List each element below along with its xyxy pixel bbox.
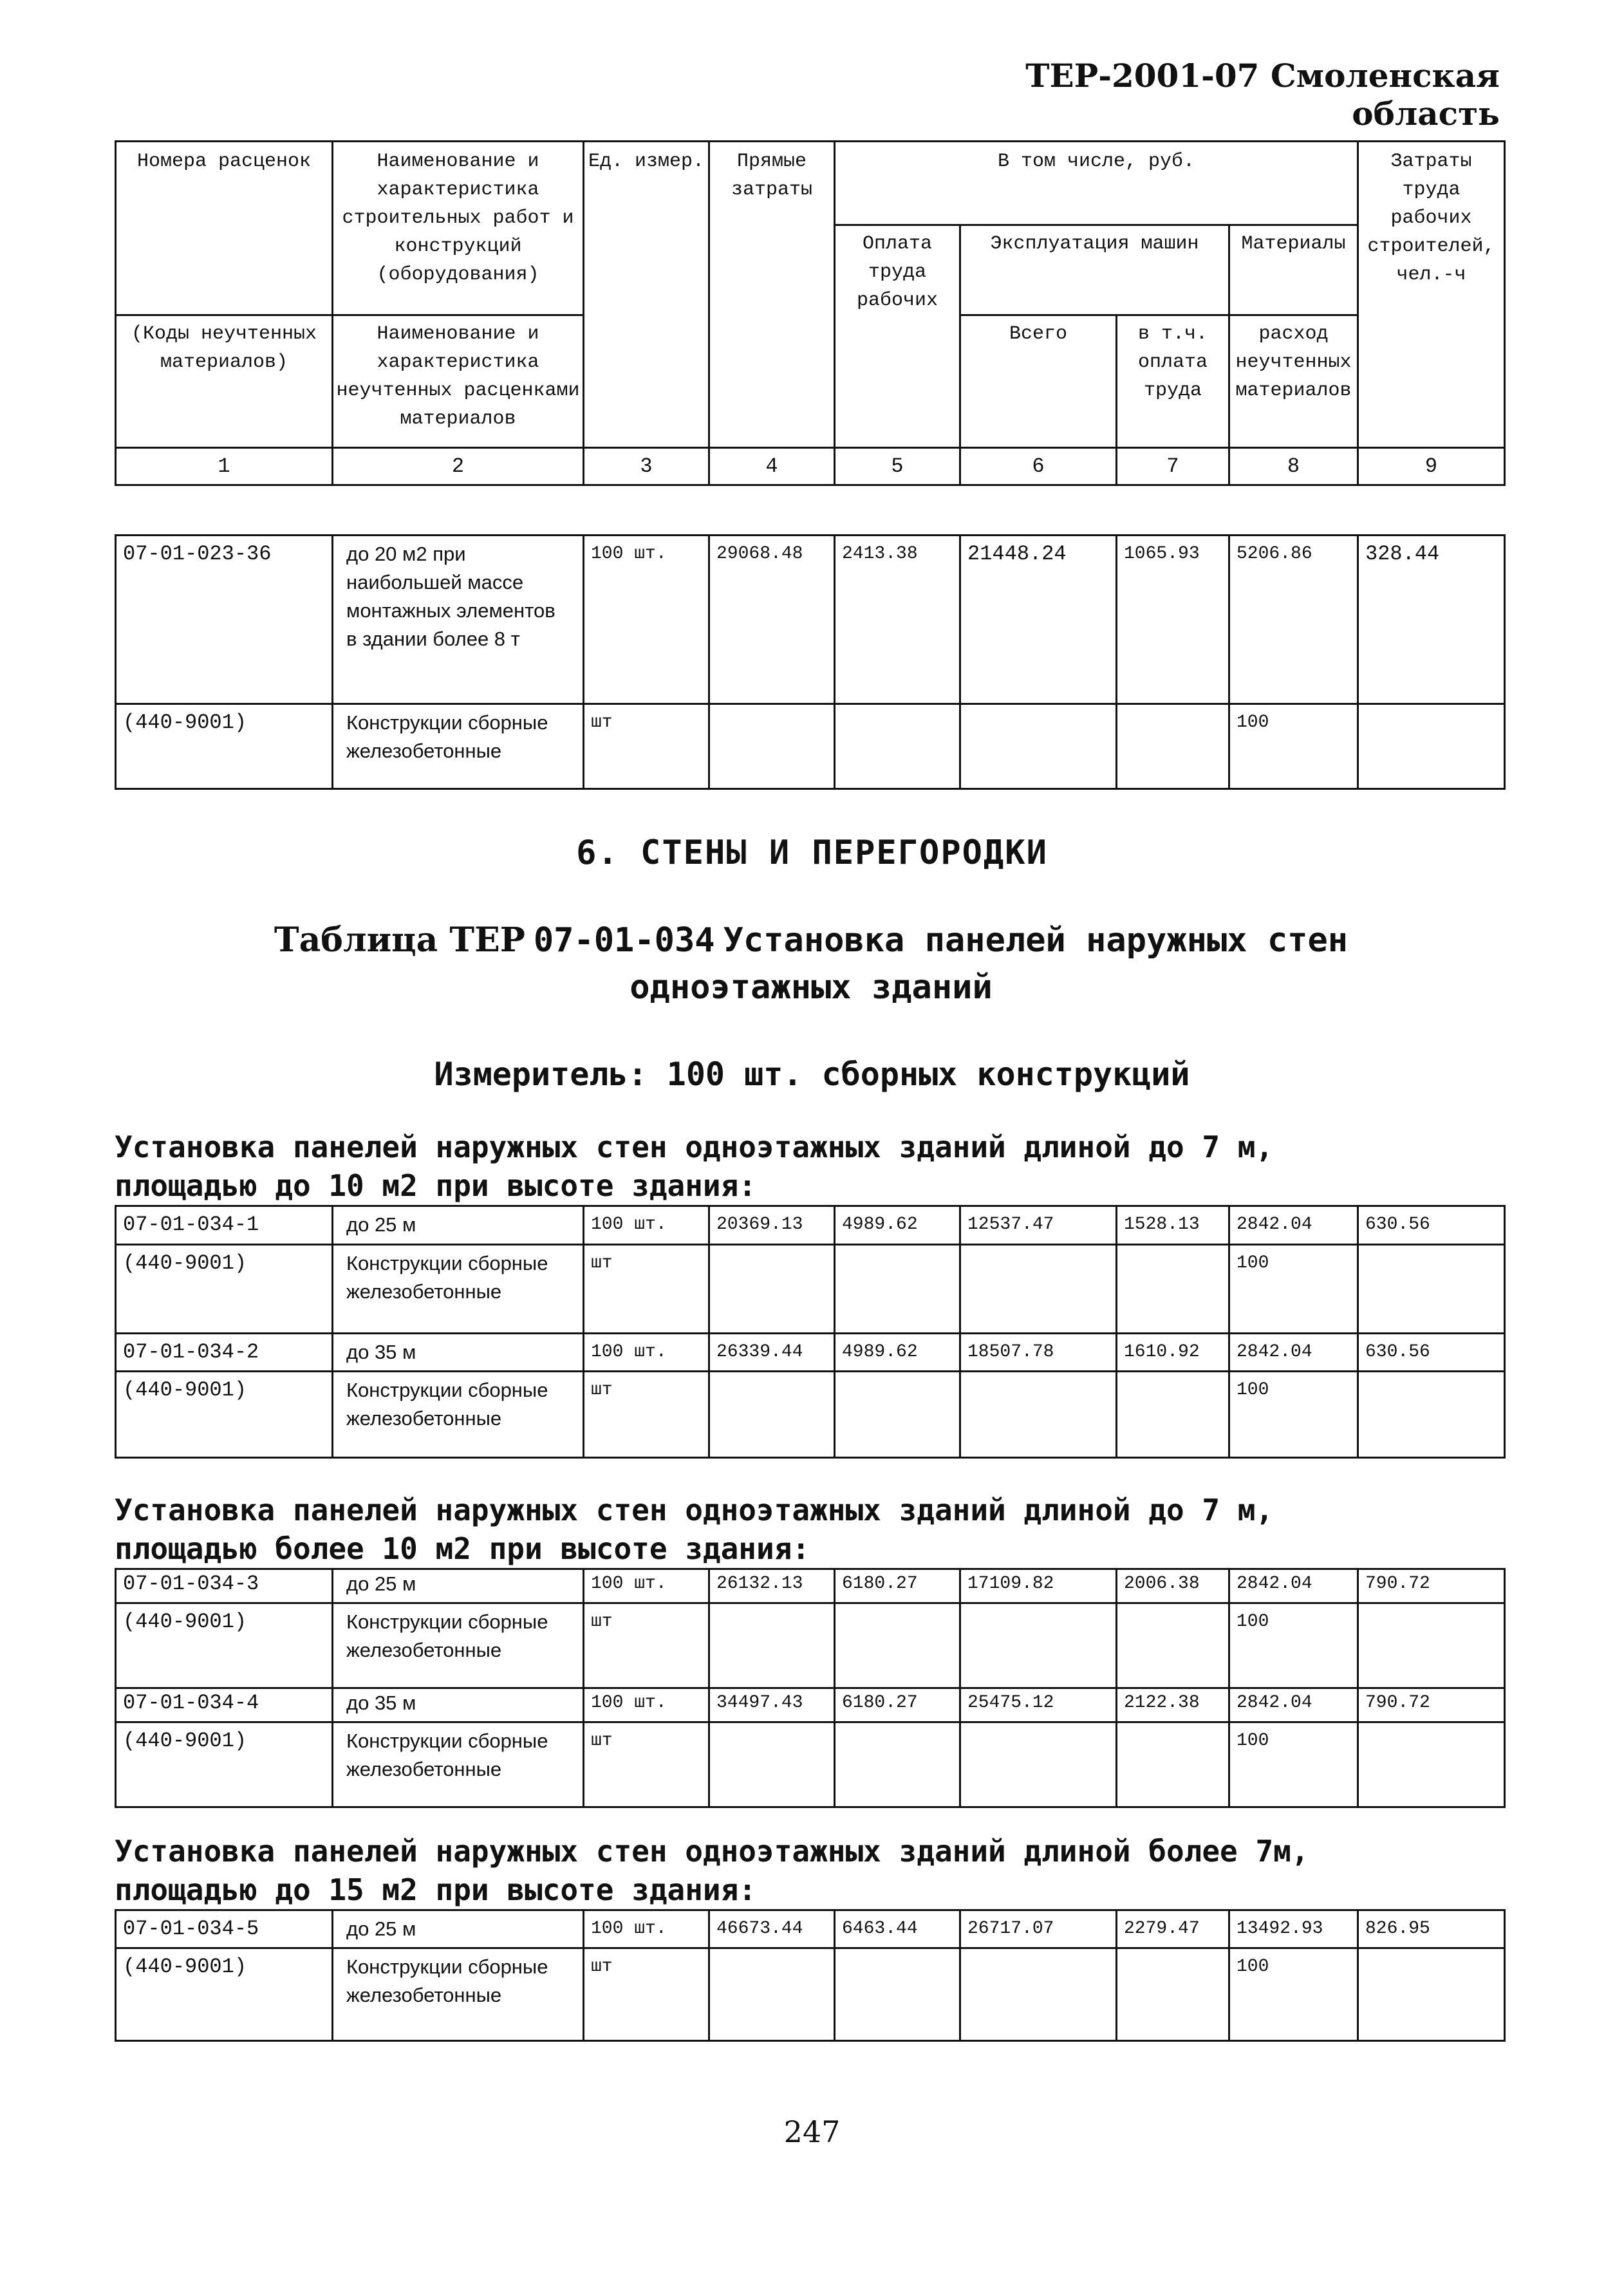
labor-pay — [835, 1245, 960, 1334]
table-row — [116, 1910, 1505, 1948]
table-row — [116, 1334, 1505, 1372]
unit: шт — [584, 704, 709, 789]
machine-labor — [1117, 1245, 1229, 1334]
work-name: до 25 м — [333, 1569, 584, 1603]
labor-hours — [1358, 704, 1505, 789]
direct-costs: 26132.13 — [709, 1569, 835, 1603]
machine-labor: 1528.13 — [1117, 1206, 1229, 1245]
header-unaccounted-name: Наименование и характеристика неучтенных расценками материалов — [333, 315, 584, 448]
page-number: 247 — [783, 2114, 841, 2149]
work-name: до 35 м — [333, 1334, 584, 1372]
work-name: до 25 м — [333, 1206, 584, 1245]
unit: шт — [584, 1245, 709, 1334]
rate-code: 07-01-034-4 — [116, 1688, 333, 1722]
direct-costs — [709, 1245, 835, 1334]
direct-costs — [709, 1948, 835, 2041]
direct-costs: 46673.44 — [709, 1910, 835, 1948]
unit: 100 шт. — [584, 1910, 709, 1948]
col-number: 5 — [835, 448, 960, 485]
table-row — [116, 1722, 1505, 1807]
machine-costs — [960, 1372, 1117, 1458]
materials: 2842.04 — [1229, 1334, 1358, 1372]
col-number: 3 — [584, 448, 709, 485]
labor-hours — [1358, 1245, 1505, 1334]
machine-labor — [1117, 1603, 1229, 1688]
header-unaccounted-codes: (Коды неучтенных материалов) — [116, 315, 333, 448]
header-machines: Эксплуатация машин — [960, 225, 1229, 315]
header-unit: Ед. измер. — [584, 142, 709, 448]
table-title-text-line2: одноэтажных зданий — [630, 968, 993, 1007]
column-header-table — [115, 140, 1506, 486]
col-number: 6 — [960, 448, 1117, 485]
col-number: 2 — [333, 448, 584, 485]
unit: 100 шт. — [584, 536, 709, 704]
table-row — [116, 1603, 1505, 1688]
direct-costs: 26339.44 — [709, 1334, 835, 1372]
machine-labor — [1117, 1722, 1229, 1807]
labor-pay: 6180.27 — [835, 1688, 960, 1722]
header-including: В том числе, руб. — [835, 142, 1358, 225]
table-title-prefix: Таблица ТЕР — [274, 920, 525, 960]
machine-costs: 25475.12 — [960, 1688, 1117, 1722]
machine-costs: 21448.24 — [960, 536, 1117, 704]
machine-labor — [1117, 1372, 1229, 1458]
machine-costs — [960, 1948, 1117, 2041]
material-code: (440-9001) — [116, 704, 333, 789]
table-title — [129, 917, 1493, 1011]
col-number: 8 — [1229, 448, 1358, 485]
labor-hours — [1358, 1372, 1505, 1458]
materials: 2842.04 — [1229, 1688, 1358, 1722]
direct-costs — [709, 1722, 835, 1807]
table-row — [116, 536, 1505, 704]
material-name: Конструкции сборные железобетонные — [333, 1245, 584, 1334]
header-direct-costs: Прямые затраты — [709, 142, 835, 448]
materials: 100 — [1229, 1372, 1358, 1458]
material-code: (440-9001) — [116, 1372, 333, 1458]
machine-labor: 2279.47 — [1117, 1910, 1229, 1948]
material-name: Конструкции сборные железобетонные — [333, 1948, 584, 2041]
labor-hours: 790.72 — [1358, 1688, 1505, 1722]
rates-table — [115, 1909, 1506, 2042]
section-title: 6. СТЕНЫ И ПЕРЕГОРОДКИ — [576, 834, 1048, 872]
labor-pay: 2413.38 — [835, 536, 960, 704]
table-title-text: Установка панелей наружных стен — [723, 921, 1349, 960]
material-code: (440-9001) — [116, 1603, 333, 1688]
material-code: (440-9001) — [116, 1948, 333, 2041]
rate-code: 07-01-034-2 — [116, 1334, 333, 1372]
labor-pay — [835, 1603, 960, 1688]
group-heading: Установка панелей наружных стен одноэтажных зданий длиной до 7 м, площадью до 10 м2 при высоте здания: — [115, 1130, 1274, 1203]
unit: шт — [584, 1372, 709, 1458]
labor-pay — [835, 704, 960, 789]
group-heading: Установка панелей наружных стен одноэтажных зданий длиной более 7м, площадью до 15 м2 при высоте здания: — [115, 1834, 1309, 1907]
rates-table — [115, 1568, 1506, 1808]
rate-code: 07-01-023-36 — [116, 536, 333, 704]
col-number: 7 — [1117, 448, 1229, 485]
machine-costs: 18507.78 — [960, 1334, 1117, 1372]
table-row — [116, 1206, 1505, 1245]
header-codes: Номера расценок — [116, 142, 333, 315]
materials: 2842.04 — [1229, 1206, 1358, 1245]
table-title-code: 07-01-034 — [533, 921, 715, 960]
labor-pay — [835, 1948, 960, 2041]
machine-labor — [1117, 1948, 1229, 2041]
material-code: (440-9001) — [116, 1722, 333, 1807]
group-heading: Установка панелей наружных стен одноэтажных зданий длиной до 7 м, площадью более 10 м2 при высоте здания: — [115, 1493, 1274, 1566]
materials: 100 — [1229, 1603, 1358, 1688]
unit: 100 шт. — [584, 1334, 709, 1372]
header-materials: Материалы — [1229, 225, 1358, 315]
direct-costs: 34497.43 — [709, 1688, 835, 1722]
materials: 2842.04 — [1229, 1569, 1358, 1603]
header-machines-labor: в т.ч. оплата труда — [1117, 315, 1229, 448]
col-number: 1 — [116, 448, 333, 485]
header-name: Наименование и характеристика строительных работ и конструкций (оборудования) — [333, 142, 584, 315]
header-unaccounted-materials: расход неучтенных материалов — [1229, 315, 1358, 448]
direct-costs — [709, 1372, 835, 1458]
machine-costs: 17109.82 — [960, 1569, 1117, 1603]
col-number: 9 — [1358, 448, 1505, 485]
rate-code: 07-01-034-3 — [116, 1569, 333, 1603]
header-labor-hours: Затраты труда рабочих строителей, чел.-ч — [1358, 142, 1505, 448]
machine-labor — [1117, 704, 1229, 789]
labor-hours — [1358, 1948, 1505, 2041]
header-labor-pay: Оплата труда рабочих — [835, 225, 960, 448]
materials: 100 — [1229, 1245, 1358, 1334]
header-machines-total: Всего — [960, 315, 1117, 448]
machine-labor: 2006.38 — [1117, 1569, 1229, 1603]
labor-pay — [835, 1722, 960, 1807]
work-name: до 20 м2 при наибольшей массе монтажных элементов в здании более 8 т — [333, 536, 584, 704]
work-name: до 35 м — [333, 1688, 584, 1722]
unit: шт — [584, 1722, 709, 1807]
machine-labor: 1065.93 — [1117, 536, 1229, 704]
material-name: Конструкции сборные железобетонные — [333, 1603, 584, 1688]
rate-code: 07-01-034-5 — [116, 1910, 333, 1948]
table-row — [116, 704, 1505, 789]
labor-pay: 6180.27 — [835, 1569, 960, 1603]
machine-costs — [960, 704, 1117, 789]
measure-unit: Измеритель: 100 шт. сборных конструкций — [434, 1056, 1190, 1093]
rates-table — [115, 1205, 1506, 1459]
machine-costs: 26717.07 — [960, 1910, 1117, 1948]
direct-costs — [709, 1603, 835, 1688]
materials: 5206.86 — [1229, 536, 1358, 704]
direct-costs: 29068.48 — [709, 536, 835, 704]
materials: 100 — [1229, 704, 1358, 789]
col-number: 4 — [709, 448, 835, 485]
labor-pay — [835, 1372, 960, 1458]
labor-hours — [1358, 1722, 1505, 1807]
table-row — [116, 1569, 1505, 1603]
machine-costs — [960, 1245, 1117, 1334]
machine-costs — [960, 1722, 1117, 1807]
table-row — [116, 1688, 1505, 1722]
machine-costs — [960, 1603, 1117, 1688]
unit: шт — [584, 1603, 709, 1688]
machine-labor: 1610.92 — [1117, 1334, 1229, 1372]
page-header-title: ТЕР-2001-07 Смоленская область — [1025, 57, 1500, 133]
material-name: Конструкции сборные железобетонные — [333, 704, 584, 789]
labor-hours: 790.72 — [1358, 1569, 1505, 1603]
labor-pay: 4989.62 — [835, 1334, 960, 1372]
materials: 13492.93 — [1229, 1910, 1358, 1948]
labor-hours: 630.56 — [1358, 1334, 1505, 1372]
machine-labor: 2122.38 — [1117, 1688, 1229, 1722]
table-row — [116, 1245, 1505, 1334]
table-row — [116, 1948, 1505, 2041]
labor-hours — [1358, 1603, 1505, 1688]
work-name: до 25 м — [333, 1910, 584, 1948]
table-row — [116, 1372, 1505, 1458]
materials: 100 — [1229, 1722, 1358, 1807]
unit: шт — [584, 1948, 709, 2041]
labor-hours: 826.95 — [1358, 1910, 1505, 1948]
labor-pay: 4989.62 — [835, 1206, 960, 1245]
material-code: (440-9001) — [116, 1245, 333, 1334]
unit: 100 шт. — [584, 1688, 709, 1722]
machine-costs: 12537.47 — [960, 1206, 1117, 1245]
rate-code: 07-01-034-1 — [116, 1206, 333, 1245]
unit: 100 шт. — [584, 1206, 709, 1245]
labor-hours: 328.44 — [1358, 536, 1505, 704]
continuation-table — [115, 534, 1506, 790]
materials: 100 — [1229, 1948, 1358, 2041]
labor-hours: 630.56 — [1358, 1206, 1505, 1245]
direct-costs: 20369.13 — [709, 1206, 835, 1245]
material-name: Конструкции сборные железобетонные — [333, 1722, 584, 1807]
direct-costs — [709, 704, 835, 789]
unit: 100 шт. — [584, 1569, 709, 1603]
material-name: Конструкции сборные железобетонные — [333, 1372, 584, 1458]
labor-pay: 6463.44 — [835, 1910, 960, 1948]
